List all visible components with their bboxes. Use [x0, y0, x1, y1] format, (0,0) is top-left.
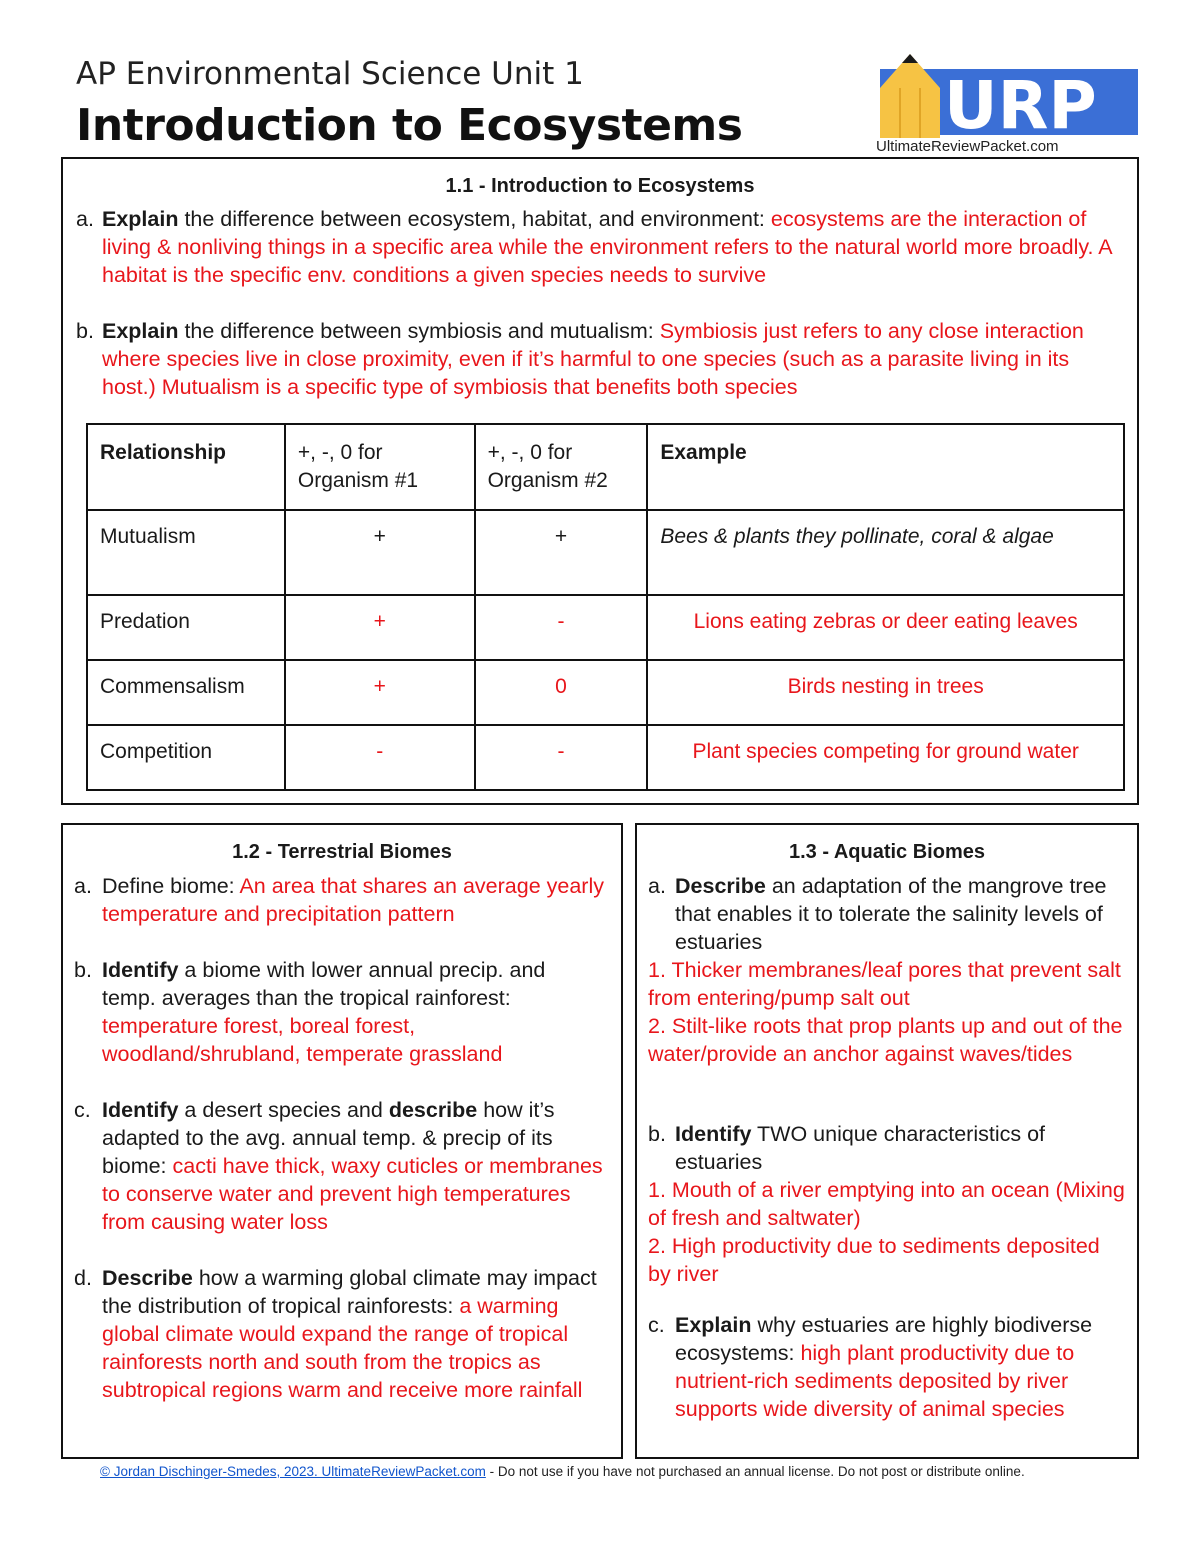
question-3a: a. Describe an adaptation of the mangrove tree that enables it to tolerate the salinity levels of estuaries 1. Thicker membranes/leaf pores that prevent salt from entering/pump salt out 2. Stilt-like roots that prop plants up and out of the water/provide an anchor against waves/tides: [648, 872, 1128, 1068]
relationship-table: [86, 423, 1125, 791]
answer-3c: high plant productivity due to nutrient-rich sediments deposited by river supports wide diversity of animal species: [675, 1341, 1075, 1421]
logo-text: URP: [944, 67, 1097, 144]
table-row: Competition - - Plant species competing for ground water: [87, 725, 1124, 790]
table-header-row: [87, 424, 1124, 510]
document-subtitle: AP Environmental Science Unit 1: [76, 56, 584, 92]
answer-2c: cacti have thick, waxy cuticles or membranes to conserve water and prevent high temperatures from causing water loss: [102, 1154, 603, 1234]
question-2a: a. Define biome: An area that shares an average yearly temperature and precipitation pattern: [74, 874, 604, 926]
answer-1b: Symbiosis just refers to any close interaction where species live in close proximity, even if it’s harmful to one species (such as a parasite living in its host.) Mutualism is a specific type of symbiosis that benefits both species: [102, 319, 1084, 399]
answer-3b-2: 2. High productivity due to sediments deposited by river: [648, 1234, 1100, 1286]
answer-1a: ecosystems are the interaction of living & nonliving things in a specific area while the environment refers to the natural world more broadly. A habitat is the specific env. conditions a given species needs to survive: [102, 207, 1112, 287]
header-organism-1: +, -, 0 for Organism #1: [285, 424, 475, 510]
footer: [100, 1464, 1025, 1479]
question-2d: d. Describe how a warming global climate may impact the distribution of tropical rainforests: a warming global climate would expand the range of tropical rainforests north and south from the tropics as subtropical regions warm and receive more rainfall: [74, 1266, 597, 1402]
question-1b: b. Explain the difference between symbiosis and mutualism: Symbiosis just refers to any close interaction where species live in close proximity, even if it’s harmful to one species (such as a parasite living in its host.) Mutualism is a specific type of symbiosis that benefits both species: [76, 319, 1084, 399]
answer-2d: a warming global climate would expand the range of tropical rainforests north and south from the tropics as subtropical regions warm and receive more rainfall: [102, 1294, 583, 1402]
table-row: Predation + - Lions eating zebras or deer eating leaves: [87, 595, 1124, 660]
section-2-title: 1.2 - Terrestrial Biomes: [232, 841, 452, 863]
answer-2a: An area that shares an average yearly temperature and precipitation pattern: [102, 874, 604, 926]
question-1a: a. Explain the difference between ecosystem, habitat, and environment: ecosystems are the interaction of living & nonliving things in a specific area while the environment refers to the natural world more broadly. A habitat is the specific env. conditions a given species needs to survive: [76, 207, 1112, 287]
question-3c: c. Explain why estuaries are highly biodiverse ecosystems: high plant productivity due to nutrient-rich sediments deposited by river supports wide diversity of animal species: [648, 1313, 1093, 1421]
answer-3a-1: 1. Thicker membranes/leaf pores that prevent salt from entering/pump salt out: [648, 958, 1121, 1010]
question-2b: b. Identify a biome with lower annual precip. and temp. averages than the tropical rainforest: temperature forest, boreal forest, woodland/shrubland, temperate grassland: [74, 958, 546, 1066]
footer-link[interactable]: © Jordan Dischinger-Smedes, 2023. UltimateReviewPacket.com: [100, 1464, 486, 1479]
section-3-title: 1.3 - Aquatic Biomes: [789, 841, 985, 863]
question-3b: b. Identify TWO unique characteristics of estuaries 1. Mouth of a river emptying into an ocean (Mixing of fresh and saltwater) 2. High productivity due to sediments deposited by river: [648, 1120, 1128, 1288]
table-row: Commensalism + 0 Birds nesting in trees: [87, 660, 1124, 725]
answer-3a-2: 2. Stilt-like roots that prop plants up and out of the water/provide an anchor against waves/tides: [648, 1014, 1123, 1066]
footer-text: - Do not use if you have not purchased an annual license. Do not post or distribute online.: [485, 1464, 1025, 1479]
header-organism-2: +, -, 0 for Organism #2: [475, 424, 648, 510]
table-row: Mutualism + + Bees & plants they pollinate, coral & algae: [87, 510, 1124, 595]
section-1-title: 1.1 - Introduction to Ecosystems: [445, 175, 755, 197]
pencil-icon: [880, 54, 940, 138]
logo-url: UltimateReviewPacket.com: [876, 138, 1059, 155]
header-relationship: Relationship: [87, 424, 285, 510]
answer-3b-1: 1. Mouth of a river emptying into an ocean (Mixing of fresh and saltwater): [648, 1178, 1125, 1230]
question-2c: c. Identify a desert species and describe how it’s adapted to the avg. annual temp. & precip of its biome: cacti have thick, waxy cuticles or membranes to conserve water and prevent high temperatures from causing water loss: [74, 1098, 603, 1234]
header-example: Example: [647, 424, 1124, 510]
document-title: Introduction to Ecosystems: [76, 100, 743, 151]
answer-2b: temperature forest, boreal forest, woodland/shrubland, temperate grassland: [102, 1014, 503, 1066]
